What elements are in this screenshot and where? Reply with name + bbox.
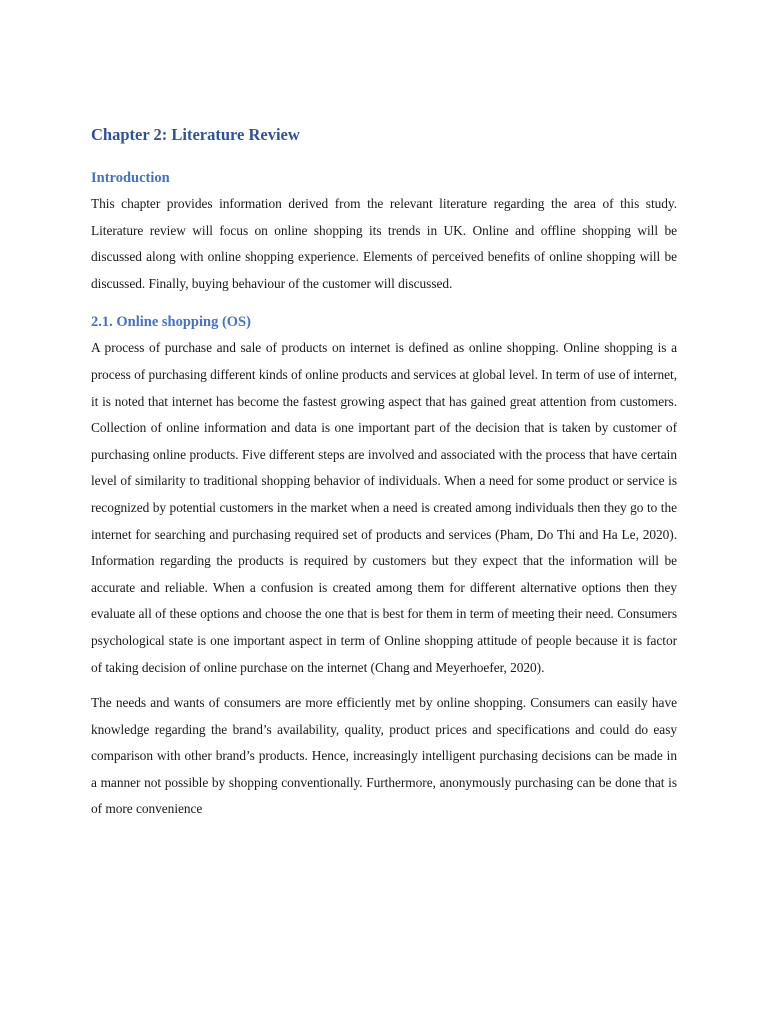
online-shopping-paragraph-2: The needs and wants of consumers are more efficiently met by online shopping. Consumers can easily have knowledge regarding the brand’s availability, quality, product prices and specifications and could do easy comparison with other brand’s products. Hence, increasingly intelligent purchasing decisions can be made in a manner not possible by shopping conventionally. Furthermore, anonymously purchasing can be done that is of more convenience [91, 695, 677, 817]
section-heading-introduction: Introduction [91, 170, 170, 186]
chapter-title: Chapter 2: Literature Review [91, 125, 300, 144]
document-page [91, 120, 677, 823]
section-heading-online-shopping: 2.1. Online shopping (OS) [91, 314, 251, 331]
introduction-paragraph: This chapter provides information derived from the relevant literature regarding the area of this study. Literature review will focus on online shopping its trends in UK. Online and offline shopping will be discussed along with online shopping experience. Elements of perceived benefits of online shopping will be discussed. Finally, buying behaviour of the customer will discussed. [91, 196, 677, 291]
online-shopping-paragraph-1: A process of purchase and sale of products on internet is defined as online shopping. Online shopping is a process of purchasing different kinds of online products and services at global level. In term of use of internet, it is noted that internet has become the fastest growing aspect that has gained great attention from customers. Collection of online information and data is one important part of the decision that is taken by customer of purchasing online products. Five different steps are involved and associated with the process that have certain level of similarity to traditional shopping behavior of individuals. When a need for some product or service is recognized by potential customers in the market when a need is created among individuals then they go to the internet for searching and purchasing required set of products and services (Pham, Do Thi and Ha Le, 2020). Information regarding the products is required by customers but they expect that the information will be accurate and reliable. When a confusion is created among them for different alternative options then they evaluate all of these options and choose the one that is best for them in term of meeting their need. Consumers psychological state is one important aspect in term of Online shopping attitude of people because it is factor of taking decision of online purchase on the internet (Chang and Meyerhoefer, 2020). [91, 340, 677, 675]
